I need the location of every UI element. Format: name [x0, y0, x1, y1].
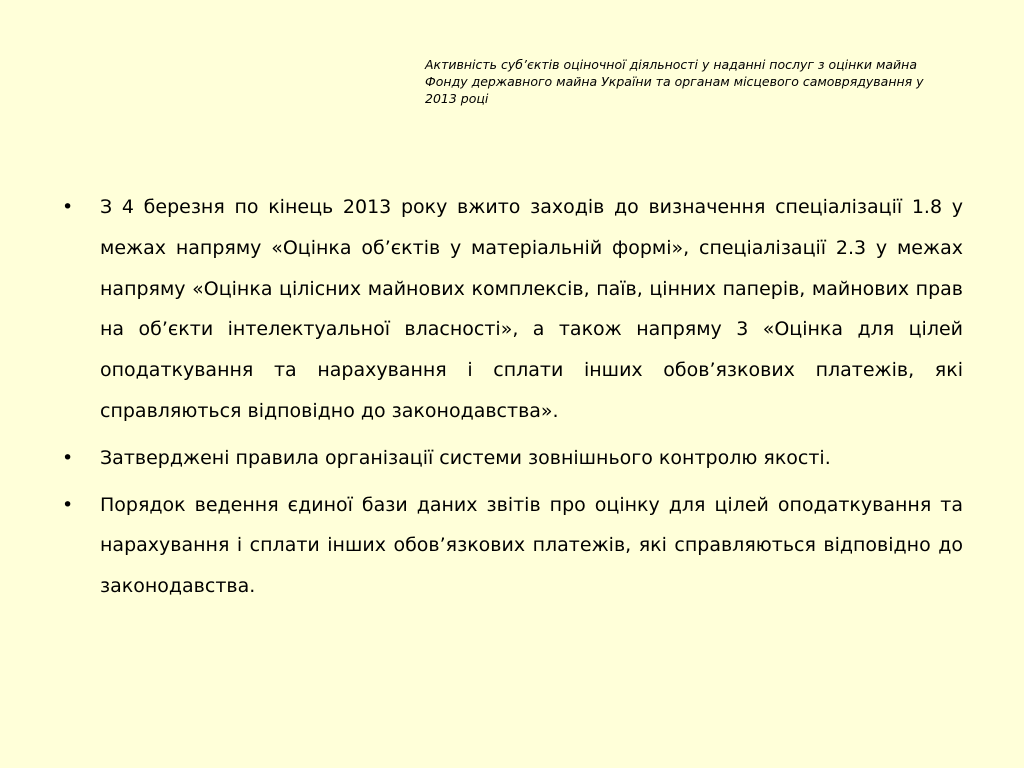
bullet-list [58, 187, 963, 613]
bullet-text: Затверджені правила організації системи зовнішнього контролю якості. [100, 446, 831, 469]
bullet-marker: • [62, 196, 74, 218]
bullet-item [58, 187, 963, 432]
bullet-marker: • [62, 446, 74, 469]
slide-header-note: Активність суб’єктів оціночної діяльності у наданні послуг з оцінки майна Фонду державного майна України та органам місцевого самоврядування у 2013 році [425, 57, 924, 106]
bullet-item [58, 438, 963, 479]
bullet-marker: • [62, 493, 74, 516]
bullet-text: Порядок ведення єдиної бази даних звітів про оцінку для цілей оподаткування та нарахування і сплати інших обов’язкових платежів, які справляються відповідно до законодавства. [100, 493, 963, 598]
bullet-text: З 4 березня по кінець 2013 року вжито заходів до визначення спеціалізації 1.8 у межах напряму «Оцінка об’єктів у матеріальній формі», спеціалізації 2.3 у межах напряму «Оцінка цілісних майнових комплексів, паїв, цінних паперів, майнових прав на об’єкти інтелектуальної власності», а також напряму 3 «Оцінка для цілей оподаткування та нарахування і сплати інших обов’язкових платежів, які справляються відповідно до законодавства». [100, 196, 963, 422]
bullet-item [58, 485, 963, 607]
